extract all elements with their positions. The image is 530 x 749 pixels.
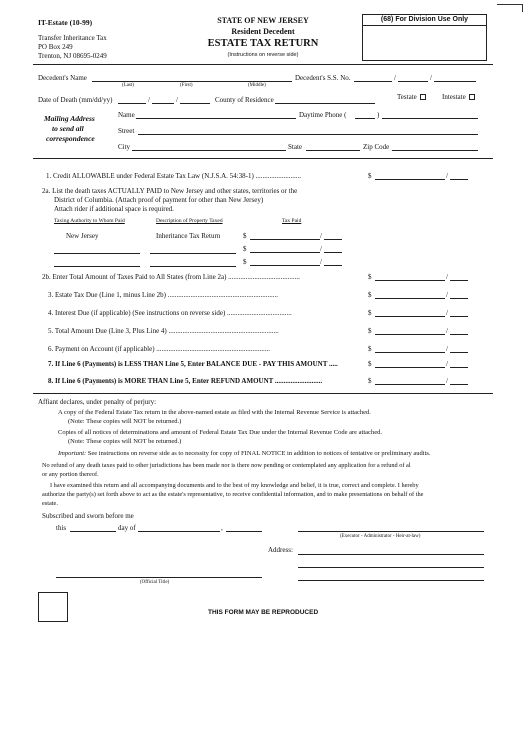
testate-label: Testate [397, 93, 417, 101]
line-5-slash: / [446, 327, 448, 335]
row-1-dollar: $ [243, 232, 247, 240]
agency-line-2: PO Box 249 [38, 43, 73, 51]
notary-seal-box [38, 592, 68, 622]
col-tax-paid: Tax Paid [282, 218, 302, 224]
line-7-text: 7. If Line 6 (Payments) is LESS THAN Line 5, Enter BALANCE DUE - PAY THIS AMOUNT ..... [48, 360, 338, 368]
agency-line-1: Transfer Inheritance Tax [38, 34, 107, 42]
official-title-field[interactable] [56, 577, 262, 578]
division-box-label: (68) For Division Use Only [380, 16, 469, 23]
affidavit-p2: Copies of all notices of determinations and amount of Federal Estate Tax Due under the Internal Revenue Code are attached. [58, 429, 382, 436]
line-1-cents-field[interactable] [450, 179, 468, 180]
line-4-amount-field[interactable] [375, 316, 445, 317]
affidavit-p1: A copy of the Federal Estate Tax return in the above-named estate as filed with the Internal Revenue Service is attached. [58, 409, 371, 416]
row-2-cents-field[interactable] [324, 252, 342, 253]
line-6-amount-field[interactable] [375, 352, 445, 353]
testate-option[interactable] [397, 93, 426, 101]
line-8-amount-field[interactable] [375, 384, 445, 385]
division-use-box [362, 14, 487, 61]
row-1-tax-field[interactable] [250, 239, 320, 240]
dod-label: Date of Death (mm/dd/yy) [38, 96, 113, 104]
this-label: this [56, 524, 67, 532]
mailing-label-3: correspondence [46, 134, 95, 143]
instructions-note: (Instructions on reverse side) [227, 52, 299, 58]
affidavit-p4-line3: estate. [42, 500, 58, 507]
street-field[interactable] [138, 134, 478, 135]
line-7-amount-field[interactable] [375, 367, 445, 368]
affidavit-p2-note: (Note: These copies will NOT be returned.) [68, 438, 182, 445]
affidavit-p4-line1: I have examined this return and all accompanying documents and to the best of my knowledge and belief, it is true, correct and complete. I hereby [50, 482, 419, 489]
state-label: State [288, 143, 302, 151]
row-1-description: Inheritance Tax Return [156, 232, 221, 240]
ssn-label: Decedent's S.S. No. [295, 74, 351, 82]
row-2-slash: / [320, 245, 322, 253]
line-2a-text-2: District of Columbia. (Attach proof of payment for other than New Jersey) [54, 196, 264, 204]
line-2b-slash: / [446, 273, 448, 281]
line-2b-text: 2b. Enter Total Amount of Taxes Paid to All States (from Line 2a) ......................................... [42, 273, 300, 281]
line-1-slash: / [446, 172, 448, 180]
important-label: Important: [58, 450, 87, 457]
col-taxing-authority: Taxing Authority to Whom Paid [54, 218, 125, 224]
col-description: Description of Property Taxed [156, 218, 223, 224]
testate-checkbox[interactable] [420, 94, 426, 100]
line-1-text: 1. Credit ALLOWABLE under Federal Estate Tax Law (N.J.S.A. 54:38-1) .......................... [46, 172, 302, 180]
affidavit-p3-line2: or any portion thereof. [42, 471, 99, 478]
agency-line-3: Trenton, NJ 08695-0249 [38, 52, 107, 60]
line-1-amount-field[interactable] [375, 179, 445, 180]
line-1-dollar: $ [368, 172, 372, 180]
row-2-authority-field[interactable] [54, 253, 140, 254]
city-field[interactable] [132, 150, 286, 151]
line-3-slash: / [446, 291, 448, 299]
intestate-checkbox[interactable] [469, 94, 475, 100]
line-5-cents-field[interactable] [450, 334, 468, 335]
important-text: See instructions on reverse side as to necessity for copy of FINAL NOTICE in addition to notices of tentative or preliminary audits. [87, 450, 431, 457]
row-1-cents-field[interactable] [324, 239, 342, 240]
executor-caption: (Executor - Administrator - Heir-at-law) [340, 534, 421, 539]
decedent-name-label: Decedent's Name [38, 74, 87, 82]
mailing-label-2: to send all [52, 124, 84, 133]
zip-field[interactable] [392, 150, 478, 151]
affidavit-p4-line2: authorize the party(s) set forth above to act as the estate's representative, to receive confidential information, and to make presentations on behalf of the [42, 491, 424, 498]
county-label: County of Residence [215, 96, 274, 104]
line-8-dollar: $ [368, 377, 372, 385]
address-line-1[interactable] [298, 554, 484, 555]
street-label: Street [118, 127, 135, 135]
sworn-year-field[interactable] [226, 531, 262, 532]
line-6-slash: / [446, 345, 448, 353]
affidavit-p3-line1: No refund of any death taxes paid to other jurisdictions has been made nor is there now pending or contemplated any application for a refund of al [42, 462, 411, 469]
line-2a-text-1: 2a. List the death taxes ACTUALLY PAID to New Jersey and other states, territories or the [42, 187, 298, 195]
intestate-label: Intestate [442, 93, 466, 101]
line-8-slash: / [446, 377, 448, 385]
phone-area-field[interactable] [355, 118, 375, 119]
address-line-2[interactable] [298, 567, 484, 568]
dod-slash-1: / [148, 96, 150, 104]
decedent-name-field[interactable] [92, 81, 292, 82]
row-3-dollar: $ [243, 258, 247, 266]
line-6-dollar: $ [368, 345, 372, 353]
important-note [58, 450, 431, 458]
line-3-cents-field[interactable] [450, 298, 468, 299]
row-3-description-field[interactable] [150, 266, 236, 267]
phone-number-field[interactable] [382, 118, 478, 119]
row-3-authority-field[interactable] [54, 266, 140, 267]
affidavit-p1-note: (Note: These copies will NOT be returned.) [68, 418, 182, 425]
line-2b-dollar: $ [368, 273, 372, 281]
mailing-rule [33, 158, 493, 159]
row-3-tax-field[interactable] [250, 265, 320, 266]
row-3-cents-field[interactable] [324, 265, 342, 266]
line-4-slash: / [446, 309, 448, 317]
line-2b-cents-field[interactable] [450, 280, 468, 281]
line-2a-text-3: Attach rider if additional space is required. [54, 205, 174, 213]
mailing-name-field[interactable] [136, 118, 296, 119]
affiant-intro: Affiant declares, under penalty of perjury: [38, 398, 157, 406]
line-8-cents-field[interactable] [450, 384, 468, 385]
subtitle-heading: Resident Decedent [231, 27, 295, 36]
ssn-slash-1: / [394, 74, 396, 82]
official-title-caption: (Official Title) [140, 580, 170, 585]
sworn-month-field[interactable] [138, 531, 220, 532]
line-7-slash: / [446, 360, 448, 368]
intestate-option[interactable] [442, 93, 475, 101]
form-id: IT-Estate (10-99) [38, 18, 93, 27]
line-7-cents-field[interactable] [450, 367, 468, 368]
division-box-divider [363, 25, 486, 26]
reproduce-note: THIS FORM MAY BE REPRODUCED [208, 609, 319, 616]
daytime-phone-label: Daytime Phone ( [299, 111, 347, 119]
state-field[interactable] [306, 150, 360, 151]
line-5-dollar: $ [368, 327, 372, 335]
line-5-text: 5. Total Amount Due (Line 3, Plus Line 4) ............................................................... [48, 327, 279, 335]
row-1-authority: New Jersey [66, 232, 99, 240]
line-2b-amount-field[interactable] [375, 280, 445, 281]
lines-rule [33, 393, 493, 394]
row-1-slash: / [320, 232, 322, 240]
executor-signature-field[interactable] [298, 531, 484, 532]
line-8-text: 8. If Line 6 (Payments) is MORE THAN Line 5, Enter REFUND AMOUNT ........................... [48, 377, 323, 385]
address-label: Address: [268, 546, 293, 554]
line-7-dollar: $ [368, 360, 372, 368]
sworn-comma: , [221, 524, 223, 532]
city-label: City [118, 143, 131, 151]
dod-slash-2: / [176, 96, 178, 104]
sworn-label: Subscribed and sworn before me [42, 512, 134, 520]
ssn-field-1[interactable] [354, 81, 392, 82]
line-4-cents-field[interactable] [450, 316, 468, 317]
page-title: ESTATE TAX RETURN [207, 38, 319, 49]
line-4-dollar: $ [368, 309, 372, 317]
corner-mark [497, 4, 523, 12]
row-2-description-field[interactable] [150, 253, 236, 254]
day-of-label: day of [118, 524, 136, 532]
phone-paren: ) [377, 111, 380, 119]
row-2-tax-field[interactable] [250, 252, 320, 253]
ssn-field-3[interactable] [434, 81, 476, 82]
ssn-field-2[interactable] [398, 81, 428, 82]
dod-year-field[interactable] [180, 103, 210, 104]
mailing-name-label: Name [118, 111, 135, 119]
sworn-day-field[interactable] [70, 531, 116, 532]
address-line-3[interactable] [298, 580, 484, 581]
header-rule [33, 64, 493, 65]
ssn-slash-2: / [430, 74, 432, 82]
state-heading: STATE OF NEW JERSEY [217, 16, 309, 25]
line-3-text: 3. Estate Tax Due (Line 1, minus Line 2b) ............................................................... [48, 291, 278, 299]
mailing-label-1: Mailing Address [44, 114, 95, 123]
last-name-caption: (Last) [122, 83, 134, 88]
row-2-dollar: $ [243, 245, 247, 253]
dod-month-field[interactable] [118, 103, 146, 104]
line-4-text: 4. Interest Due (if applicable) (See instructions on reverse side) ..................................... [48, 309, 292, 317]
line-5-amount-field[interactable] [375, 334, 445, 335]
first-name-caption: (First) [180, 83, 193, 88]
line-6-cents-field[interactable] [450, 352, 468, 353]
line-3-amount-field[interactable] [375, 298, 445, 299]
line-6-text: 6. Payment on Account (if applicable) ................................................................. [48, 345, 271, 353]
row-3-slash: / [320, 258, 322, 266]
middle-name-caption: (Middle) [248, 83, 266, 88]
zip-label: Zip Code [363, 143, 390, 151]
dod-day-field[interactable] [152, 103, 174, 104]
line-3-dollar: $ [368, 291, 372, 299]
county-field[interactable] [275, 103, 375, 104]
